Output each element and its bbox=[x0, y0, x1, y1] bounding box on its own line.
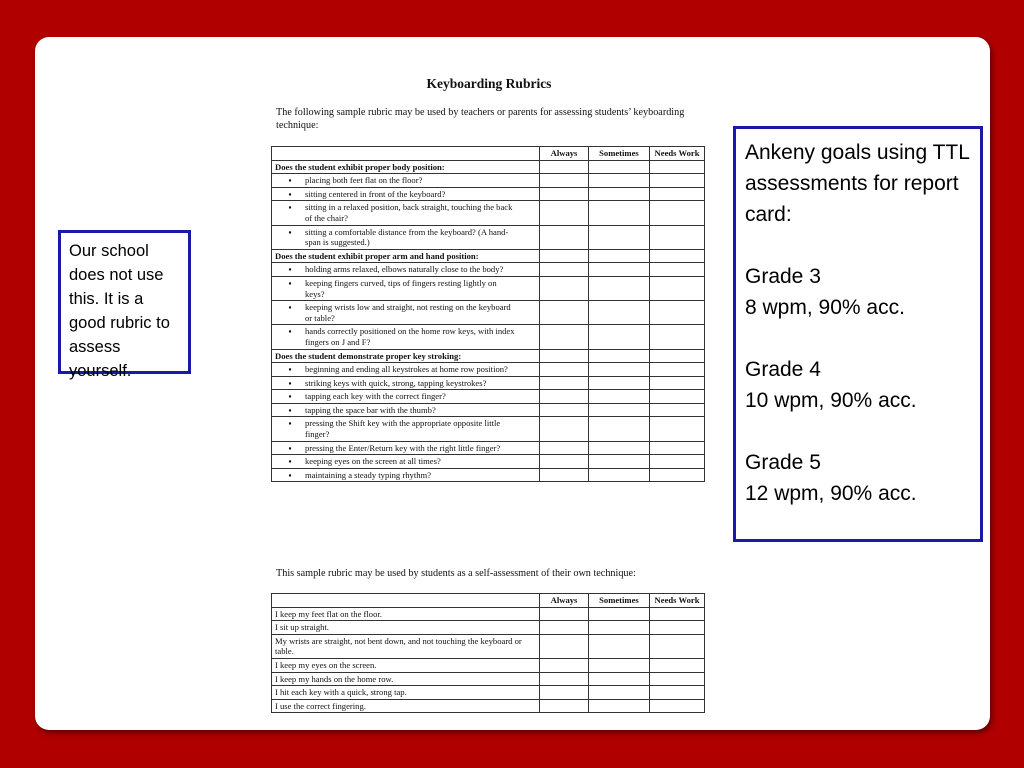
table-row bbox=[272, 276, 705, 300]
table-row bbox=[272, 455, 705, 469]
rating-cell bbox=[540, 363, 589, 377]
document-title: Keyboarding Rubrics bbox=[426, 76, 552, 91]
criterion-cell bbox=[272, 201, 540, 225]
table-row bbox=[272, 403, 705, 417]
rating-cell bbox=[650, 201, 705, 225]
rating-cell bbox=[650, 160, 705, 174]
criterion-cell bbox=[272, 174, 540, 188]
rating-cell bbox=[588, 621, 649, 635]
goals-spacer bbox=[745, 230, 971, 261]
rating-cell bbox=[588, 225, 649, 249]
table-row bbox=[272, 607, 705, 621]
criterion-text: maintaining a steady typing rhythm? bbox=[305, 469, 432, 480]
self-assessment-statement: I use the correct fingering. bbox=[272, 699, 540, 713]
table-row bbox=[272, 390, 705, 404]
section-row bbox=[272, 349, 705, 363]
bullet-icon: ▪ bbox=[288, 226, 292, 237]
criterion-text: hands correctly positioned on the home row keys, with index fingers on J and F? bbox=[305, 326, 515, 347]
rating-cell bbox=[540, 201, 589, 225]
rating-cell bbox=[650, 441, 705, 455]
self-assessment-statement: I hit each key with a quick, strong tap. bbox=[272, 686, 540, 700]
bullet-icon: ▪ bbox=[288, 326, 292, 337]
rating-cell bbox=[588, 160, 649, 174]
rating-cell bbox=[650, 403, 705, 417]
criterion-cell bbox=[272, 468, 540, 482]
rating-cell bbox=[588, 468, 649, 482]
rating-cell bbox=[588, 187, 649, 201]
rating-cell bbox=[588, 325, 649, 349]
criterion-cell bbox=[272, 403, 540, 417]
header-sometimes: Sometimes bbox=[588, 594, 649, 608]
criterion-text: striking keys with quick, strong, tapping keystrokes? bbox=[305, 377, 487, 388]
rating-cell bbox=[588, 403, 649, 417]
rating-cell bbox=[588, 699, 649, 713]
grade-4-label: Grade 4 bbox=[745, 358, 821, 381]
grade-5-label: Grade 5 bbox=[745, 451, 821, 474]
rating-cell bbox=[588, 263, 649, 277]
header-blank bbox=[272, 147, 540, 161]
rating-cell bbox=[540, 187, 589, 201]
header-always: Always bbox=[540, 594, 589, 608]
rating-cell bbox=[588, 634, 649, 658]
rating-cell bbox=[650, 672, 705, 686]
rating-cell bbox=[540, 376, 589, 390]
criterion-text: tapping each key with the correct finger? bbox=[305, 391, 446, 402]
header-sometimes: Sometimes bbox=[588, 147, 649, 161]
criterion-text: keeping wrists low and straight, not resting on the keyboard or table? bbox=[305, 302, 511, 323]
bullet-icon: ▪ bbox=[288, 391, 292, 402]
criterion-cell bbox=[272, 325, 540, 349]
table-row bbox=[272, 699, 705, 713]
rating-cell bbox=[540, 455, 589, 469]
bullet-icon: ▪ bbox=[288, 175, 292, 186]
criterion-cell bbox=[272, 441, 540, 455]
rating-cell bbox=[650, 390, 705, 404]
criterion-cell bbox=[272, 390, 540, 404]
rating-cell bbox=[588, 672, 649, 686]
rating-cell bbox=[650, 325, 705, 349]
criterion-text: placing both feet flat on the floor? bbox=[305, 175, 423, 186]
rating-cell bbox=[540, 276, 589, 300]
goals-spacer bbox=[745, 323, 971, 354]
right-goals-box bbox=[733, 126, 983, 542]
bullet-icon: ▪ bbox=[288, 404, 292, 415]
criterion-text: keeping eyes on the screen at all times? bbox=[305, 456, 441, 467]
rating-cell bbox=[540, 607, 589, 621]
criterion-cell bbox=[272, 276, 540, 300]
rating-cell bbox=[650, 301, 705, 325]
bullet-icon: ▪ bbox=[288, 418, 292, 429]
criterion-text: keeping fingers curved, tips of fingers resting lightly on keys? bbox=[305, 277, 497, 299]
bullet-icon: ▪ bbox=[288, 364, 292, 375]
criterion-text: tapping the space bar with the thumb? bbox=[305, 404, 436, 415]
rating-cell bbox=[650, 686, 705, 700]
rating-cell bbox=[650, 417, 705, 441]
rating-cell bbox=[650, 621, 705, 635]
criterion-text: sitting in a relaxed position, back straight, touching the back of the chair? bbox=[305, 202, 513, 223]
criterion-cell bbox=[272, 417, 540, 441]
rating-cell bbox=[540, 468, 589, 482]
rating-cell bbox=[588, 363, 649, 377]
rating-cell bbox=[588, 349, 649, 363]
criterion-cell bbox=[272, 187, 540, 201]
rating-cell bbox=[650, 276, 705, 300]
document-intro-self-assessment: This sample rubric may be used by students as a self-assessment of their own technique: bbox=[276, 568, 636, 579]
rating-cell bbox=[540, 325, 589, 349]
rating-cell bbox=[540, 672, 589, 686]
bullet-icon: ▪ bbox=[288, 469, 292, 480]
rating-cell bbox=[650, 607, 705, 621]
bullet-icon: ▪ bbox=[288, 202, 292, 213]
header-needs-work: Needs Work bbox=[650, 594, 705, 608]
rating-cell bbox=[540, 249, 589, 263]
rating-cell bbox=[540, 174, 589, 188]
table-row bbox=[272, 686, 705, 700]
criterion-text: holding arms relaxed, elbows naturally close to the body? bbox=[305, 264, 504, 275]
table-row bbox=[272, 376, 705, 390]
bullet-icon: ▪ bbox=[288, 442, 292, 453]
table-row bbox=[272, 187, 705, 201]
table-row bbox=[272, 174, 705, 188]
table-row bbox=[272, 634, 705, 658]
table-row bbox=[272, 441, 705, 455]
rating-cell bbox=[588, 455, 649, 469]
rating-cell bbox=[540, 686, 589, 700]
rating-cell bbox=[540, 390, 589, 404]
grade-3-label: Grade 3 bbox=[745, 265, 821, 288]
rating-cell bbox=[588, 658, 649, 672]
rating-cell bbox=[588, 301, 649, 325]
goals-line: Ankeny goals using TTL assessments for report card: bbox=[745, 141, 970, 226]
table-row bbox=[272, 658, 705, 672]
rating-cell bbox=[540, 301, 589, 325]
table-row bbox=[272, 417, 705, 441]
grade-3-goal: 8 wpm, 90% acc. bbox=[745, 296, 905, 319]
rubric-document bbox=[265, 70, 713, 730]
bullet-icon: ▪ bbox=[288, 377, 292, 388]
table-row bbox=[272, 263, 705, 277]
rating-cell bbox=[650, 634, 705, 658]
table-row bbox=[272, 201, 705, 225]
table-row bbox=[272, 301, 705, 325]
table-row bbox=[272, 672, 705, 686]
criterion-cell bbox=[272, 455, 540, 469]
rating-cell bbox=[588, 276, 649, 300]
bullet-icon: ▪ bbox=[288, 277, 292, 288]
self-assessment-table bbox=[271, 593, 705, 713]
table-row bbox=[272, 325, 705, 349]
teacher-rubric-table bbox=[271, 146, 705, 482]
rating-cell bbox=[588, 390, 649, 404]
table-row bbox=[272, 225, 705, 249]
criterion-cell bbox=[272, 263, 540, 277]
self-assessment-statement: I keep my feet flat on the floor. bbox=[272, 607, 540, 621]
rating-cell bbox=[650, 363, 705, 377]
goals-spacer bbox=[745, 416, 971, 447]
rating-cell bbox=[588, 174, 649, 188]
header-needs-work: Needs Work bbox=[650, 147, 705, 161]
criterion-cell bbox=[272, 301, 540, 325]
rating-cell bbox=[540, 658, 589, 672]
self-assessment-statement: My wrists are straight, not bent down, and not touching the keyboard or table. bbox=[272, 634, 540, 658]
rating-cell bbox=[540, 417, 589, 441]
document-intro: The following sample rubric may be used by teachers or parents for assessing students’ keyboarding technique: bbox=[276, 107, 685, 131]
rating-cell bbox=[540, 403, 589, 417]
section-heading: Does the student exhibit proper arm and hand position: bbox=[272, 249, 540, 263]
section-heading: Does the student exhibit proper body position: bbox=[272, 160, 540, 174]
rating-cell bbox=[540, 349, 589, 363]
rating-cell bbox=[588, 417, 649, 441]
rating-cell bbox=[650, 455, 705, 469]
rating-cell bbox=[588, 686, 649, 700]
rating-cell bbox=[650, 468, 705, 482]
table-row bbox=[272, 468, 705, 482]
section-row bbox=[272, 160, 705, 174]
self-assessment-statement: I sit up straight. bbox=[272, 621, 540, 635]
table-row bbox=[272, 363, 705, 377]
criterion-cell bbox=[272, 225, 540, 249]
bullet-icon: ▪ bbox=[288, 456, 292, 467]
rating-cell bbox=[540, 263, 589, 277]
self-assessment-statement: I keep my eyes on the screen. bbox=[272, 658, 540, 672]
header-always: Always bbox=[540, 147, 589, 161]
rating-cell bbox=[540, 441, 589, 455]
bullet-icon: ▪ bbox=[288, 264, 292, 275]
grade-5-goal: 12 wpm, 90% acc. bbox=[745, 482, 917, 505]
rating-cell bbox=[588, 376, 649, 390]
rating-cell bbox=[540, 634, 589, 658]
rating-cell bbox=[650, 376, 705, 390]
rating-cell bbox=[650, 174, 705, 188]
table-header-row bbox=[272, 147, 705, 161]
criterion-text: sitting a comfortable distance from the keyboard? (A hand-span is suggested.) bbox=[305, 226, 509, 248]
rating-cell bbox=[650, 349, 705, 363]
bullet-icon: ▪ bbox=[288, 188, 292, 199]
header-blank bbox=[272, 594, 540, 608]
self-assessment-statement: I keep my hands on the home row. bbox=[272, 672, 540, 686]
table-row bbox=[272, 621, 705, 635]
rating-cell bbox=[588, 607, 649, 621]
criterion-text: beginning and ending all keystrokes at home row position? bbox=[305, 364, 508, 375]
grade-4-goal: 10 wpm, 90% acc. bbox=[745, 389, 917, 412]
rating-cell bbox=[540, 225, 589, 249]
rating-cell bbox=[588, 201, 649, 225]
slide bbox=[35, 37, 990, 730]
bullet-icon: ▪ bbox=[288, 302, 292, 313]
section-heading: Does the student demonstrate proper key stroking: bbox=[272, 349, 540, 363]
table-header-row bbox=[272, 594, 705, 608]
criterion-text: pressing the Shift key with the appropriate opposite little finger? bbox=[305, 418, 501, 440]
rating-cell bbox=[650, 263, 705, 277]
rating-cell bbox=[540, 699, 589, 713]
rating-cell bbox=[588, 441, 649, 455]
criterion-text: sitting centered in front of the keyboard? bbox=[305, 188, 446, 199]
section-row bbox=[272, 249, 705, 263]
rating-cell bbox=[650, 699, 705, 713]
criterion-text: pressing the Enter/Return key with the right little finger? bbox=[305, 442, 501, 453]
rating-cell bbox=[540, 160, 589, 174]
rating-cell bbox=[588, 249, 649, 263]
rating-cell bbox=[650, 658, 705, 672]
left-note-box: Our school does not use this. It is a good rubric to assess yourself. bbox=[58, 230, 191, 374]
rating-cell bbox=[540, 621, 589, 635]
criterion-cell bbox=[272, 376, 540, 390]
rating-cell bbox=[650, 249, 705, 263]
rating-cell bbox=[650, 225, 705, 249]
rating-cell bbox=[650, 187, 705, 201]
criterion-cell bbox=[272, 363, 540, 377]
